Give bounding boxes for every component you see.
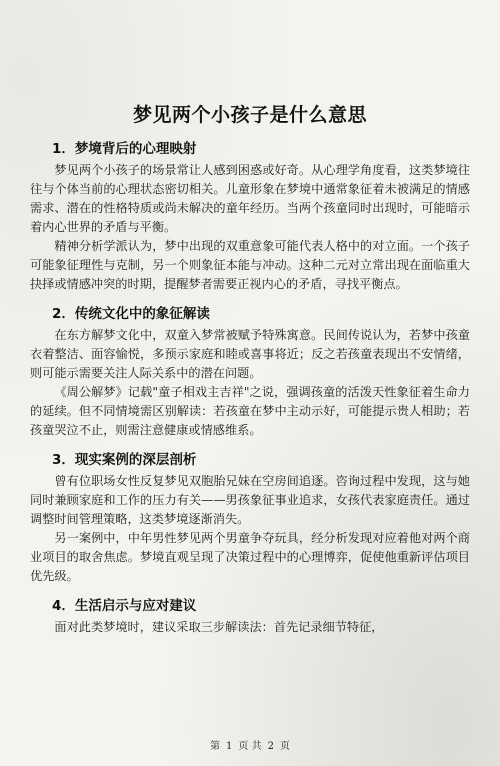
- paragraph: 在东方解梦文化中，双童入梦常被赋予特殊寓意。民间传说认为，若梦中孩童衣着整洁、面容愉悦，多预示家庭和睦或喜事将近；反之若孩童表现出不安情绪，则可能示需要关注人际关系中的潜在问题。: [30, 328, 470, 380]
- section-heading-4: 4．生活启示与应对建议: [52, 598, 197, 614]
- paragraph: 梦见两个小孩子的场景常让人感到困惑或好奇。从心理学角度看，这类梦境往往与个体当前的心理状态密切相关。儿童形象在梦境中通常象征着未被满足的情感需求、潜在的性格特质或尚未解决的童年经历。当两个孩童同时出现时，可能暗示着内心世界的矛盾与平衡。: [30, 163, 470, 234]
- section-heading-1: 1．梦境背后的心理映射: [52, 141, 197, 157]
- document-body: [30, 100, 470, 637]
- paragraph: 《周公解梦》记载"童子相戏主吉祥"之说，强调孩童的活泼天性象征着生命力的延续。但不同情境需区别解读：若孩童在梦中主动示好，可能提示贵人相助；若孩童哭泣不止，则需注意健康或情感维系。: [30, 385, 470, 437]
- paragraph: 另一案例中，中年男性梦见两个男童争夺玩具，经分析发现对应着他对两个商业项目的取舍焦虑。梦境直观呈现了决策过程中的心理博弈，促使他重新评估项目优先级。: [30, 531, 470, 583]
- document-title: 梦见两个小孩子是什么意思: [132, 104, 367, 126]
- paragraph: 曾有位职场女性反复梦见双胞胎兄妹在空房间追逐。咨询过程中发现，这与她同时兼顾家庭和工作的压力有关——男孩象征事业追求，女孩代表家庭责任。通过调整时间管理策略，这类梦境逐渐消失。: [30, 474, 470, 526]
- footer-middle: 页 共: [238, 741, 262, 752]
- section-heading-3: 3．现实案例的深层剖析: [52, 452, 197, 468]
- paragraph: 精神分析学派认为，梦中出现的双重意象可能代表人格中的对立面。一个孩子可能象征理性与克制，另一个则象征本能与冲动。这种二元对立常出现在面临重大抉择或情感冲突的时期，提醒梦者需要正视内心的矛盾，寻找平衡点。: [30, 239, 470, 291]
- page-number: 1: [226, 741, 233, 752]
- page-footer: [0, 737, 500, 752]
- page-total: 2: [267, 741, 274, 752]
- paragraph: 面对此类梦境时，建议采取三步解读法：首先记录细节特征，: [54, 620, 384, 634]
- section-heading-2: 2．传统文化中的象征解读: [52, 306, 210, 322]
- footer-suffix: 页: [279, 741, 290, 752]
- footer-prefix: 第: [210, 741, 221, 752]
